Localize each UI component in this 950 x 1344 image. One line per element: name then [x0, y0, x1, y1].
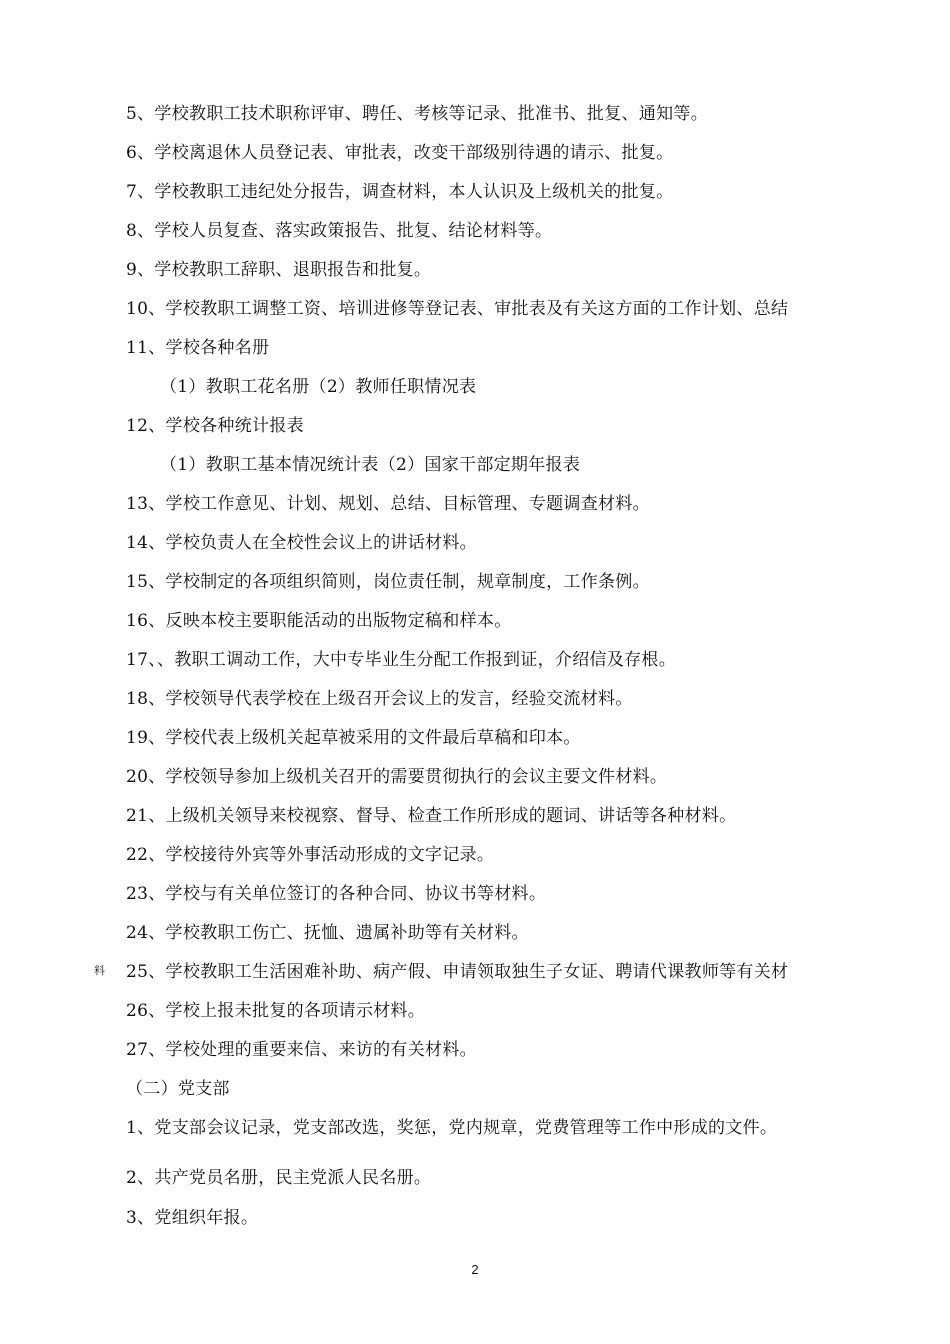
- list-item: 6、学校离退休人员登记表、审批表，改变干部级别待遇的请示、批复。: [126, 143, 674, 163]
- list-item: 10、学校教职工调整工资、培训进修等登记表、审批表及有关这方面的工作计划、总结: [126, 299, 789, 319]
- list-item: 21、上级机关领导来校视察、督导、检查工作所形成的题词、讲话等各种材料。: [126, 806, 737, 826]
- list-item: 18、学校领导代表学校在上级召开会议上的发言，经验交流材料。: [126, 689, 633, 709]
- list-item: 22、学校接待外宾等外事活动形成的文字记录。: [126, 845, 495, 865]
- list-item: 11、学校各种名册: [126, 338, 270, 358]
- page-number: 2: [471, 1262, 479, 1277]
- list-item: 25、学校教职工生活困难补助、病产假、申请领取独生子女证、聘请代课教师等有关材: [126, 962, 789, 982]
- sub-list-item: （1）教职工基本情况统计表（2）国家干部定期年报表: [160, 455, 581, 475]
- margin-mark: 料: [94, 964, 105, 977]
- list-item: 7、学校教职工违纪处分报告，调查材料，本人认识及上级机关的批复。: [126, 182, 674, 202]
- list-item: 3、党组织年报。: [126, 1208, 259, 1228]
- list-item: 20、学校领导参加上级机关召开的需要贯彻执行的会议主要文件材料。: [126, 767, 668, 787]
- list-item: 24、学校教职工伤亡、抚恤、遗属补助等有关材料。: [126, 923, 529, 943]
- list-item: 12、学校各种统计报表: [126, 416, 304, 436]
- list-item: 1、党支部会议记录，党支部改选，奖惩，党内规章，党费管理等工作中形成的文件。: [126, 1118, 778, 1138]
- list-item: 23、学校与有关单位签订的各种合同、协议书等材料。: [126, 884, 547, 904]
- list-item: 8、学校人员复查、落实政策报告、批复、结论材料等。: [126, 221, 553, 241]
- list-item: 19、学校代表上级机关起草被采用的文件最后草稿和印本。: [126, 728, 581, 748]
- list-item: 27、学校处理的重要来信、来访的有关材料。: [126, 1040, 477, 1060]
- list-item: 5、学校教职工技术职称评审、聘任、考核等记录、批准书、批复、通知等。: [126, 104, 709, 124]
- sub-list-item: （1）教职工花名册（2）教师任职情况表: [160, 377, 477, 397]
- list-item: 15、学校制定的各项组织简则，岗位责任制，规章制度，工作条例。: [126, 572, 650, 592]
- section-heading: （二）党支部: [126, 1079, 230, 1099]
- list-item: 9、学校教职工辞职、退职报告和批复。: [126, 260, 432, 280]
- list-item: 17、、教职工调动工作，大中专毕业生分配工作报到证，介绍信及存根。: [126, 650, 677, 670]
- list-item: 13、学校工作意见、计划、规划、总结、目标管理、专题调查材料。: [126, 494, 650, 514]
- list-item: 16、反映本校主要职能活动的出版物定稿和样本。: [126, 611, 512, 631]
- list-item: 14、学校负责人在全校性会议上的讲话材料。: [126, 533, 477, 553]
- list-item: 2、共产党员名册，民主党派人民名册。: [126, 1168, 432, 1188]
- list-item: 26、学校上报未批复的各项请示材料。: [126, 1001, 426, 1021]
